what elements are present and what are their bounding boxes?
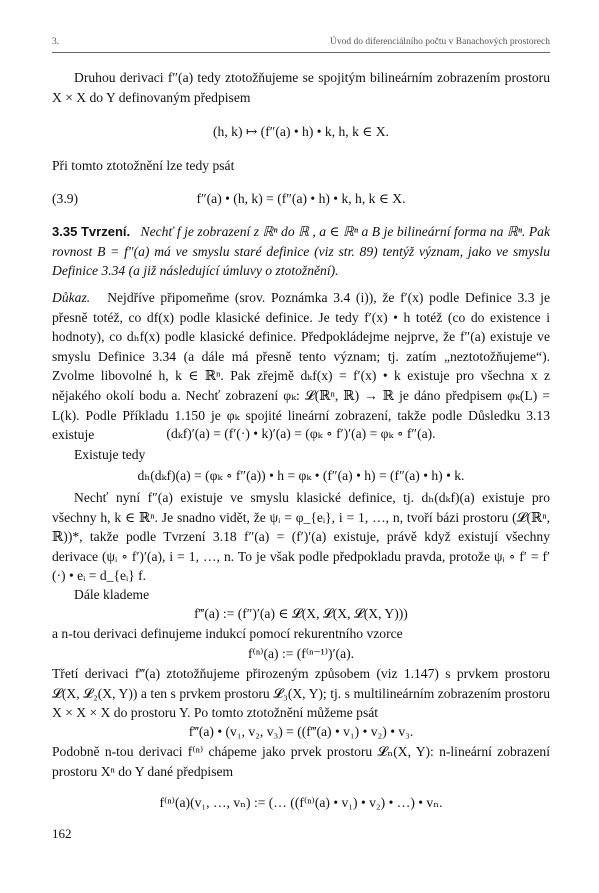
proof <box>52 288 550 445</box>
paragraph-nth-multilinear: Podobně n-tou derivaci f⁽ⁿ⁾ chápeme jako prvek prostoru 𝓛ₙ(X, Y): n-lineární zobrazení prostoru Xⁿ do Y dané předpisem <box>52 744 550 779</box>
paragraph-second-derivative: Druhou derivaci f″(a) tedy ztotožňujeme se spojitým bilineárním zobrazením prostoru X × X do Y definovaným předpisem <box>52 70 550 105</box>
running-header <box>52 34 550 53</box>
page-number: 162 <box>52 826 72 841</box>
proof-text: Nejdříve připomeňme (srov. Poznámka 3.4 (i)), že f′(x) podle Definice 3.3 je přesně totéž, co df(x) podle klasické definice. Je tedy f′(x) • h totéž (co do existence i hodnoty), co dₕf(x) podle klasické definice. Předpokládejme nejprve, že f″(a) existuje ve smyslu Definice 3.34 (a dále má přesně tento význam; tj. zatím „neztotožňujeme“). Zvolme libovolné h, k ∈ ℝⁿ. Pak zřejmě dₖf(x) = f′(x) • k existuje pro všechna x z nějakého okolí bodu a. Nechť zobrazení φₖ: 𝓛(ℝⁿ, ℝ) → ℝ je dáno předpisem φₖ(L) = L(k). Podle Příkladu 1.150 je φₖ spojité lineární zobrazení, takže podle Důsledku 3.13 existuje <box>52 290 550 443</box>
theorem-statement: Nechť f je zobrazení z ℝⁿ do ℝ , a ∈ ℝⁿ a B je bilineární forma na ℝⁿ. Pak rovnost B = f″(a) má ve smyslu staré definice (viz str. 89) tentýž význam, jako ve smyslu Definice 3.34 (a již následující úmluvy o ztotožnění). <box>52 224 550 279</box>
paragraph-exists: Existuje tedy <box>74 447 146 462</box>
display-eq-nth-linear: f⁽ⁿ⁾(a)(v₁, …, vₙ) := (… ((f⁽ⁿ⁾(a) • v₁) • v₂) • …) • vₙ. <box>159 795 443 810</box>
display-eq-bilinear: (h, k) ↦ (f″(a) • h) • k, h, k ∈ X. <box>213 124 389 139</box>
equation-number: (3.9) <box>52 191 79 206</box>
display-eq-dh-dk: dₕ(dₖf)(a) = (φₖ ∘ f″(a)) • h = φₖ • (f″(a) • h) = (f″(a) • h) • k. <box>137 468 465 483</box>
paragraph-converse: Nechť nyní f″(a) existuje ve smyslu klasické definice, tj. dₕ(dₖf)(a) existuje pro všechny h, k ∈ ℝⁿ. Je snadno vidět, že ψᵢ = φ_{eᵢ}, i = 1, …, n, tvoří bázi prostoru (𝓛(ℝⁿ, ℝ))*, takže podle Tvrzení 3.18 f″(a) = (f′)′(a) existuje, právě když existují všechny derivace (ψᵢ ∘ f′)′(a), i = 1, …, n. To je však podle předpokladu pravda, protože ψᵢ ∘ f′ = f′(·) • eᵢ = d_{eᵢ} f. <box>52 490 550 584</box>
paragraph-identification: Při tomto ztotožnění lze tedy psát <box>52 158 235 173</box>
display-eq-dk-derivative: (dₖf)′(a) = (f′(·) • k)′(a) = (φₖ ∘ f′)′(a) = φₖ ∘ f″(a). <box>166 426 436 441</box>
equation-3-9 <box>52 189 550 209</box>
header-title: Úvod do diferenciálního počtu v Banachových prostorech <box>329 37 550 47</box>
proof-heading: Důkaz. <box>52 290 91 305</box>
paragraph-define-third: Dále klademe <box>74 587 150 602</box>
display-eq-third-derivative: f‴(a) := (f″)′(a) ∈ 𝓛(X, 𝓛(X, 𝓛(X, Y))) <box>194 606 408 621</box>
theorem-heading: 3.35 Tvrzení. <box>52 224 131 239</box>
display-eq-recursive: f⁽ⁿ⁾(a) := (f⁽ⁿ⁻¹⁾)′(a). <box>247 646 355 661</box>
equation-body: f″(a) • (h, k) = (f″(a) • h) • k, h, k ∈ X. <box>196 191 406 206</box>
display-eq-trilinear: f‴(a) • (v₁, v₂, v₃) = ((f‴(a) • v₁) • v₂) • v₃. <box>188 724 414 739</box>
header-chapter: 3. <box>52 37 60 47</box>
paragraph-third-identification: Třetí derivaci f‴(a) ztotožňujeme přirozeným způsobem (viz 1.147) s prvkem prostoru 𝓛(X, 𝓛₂(X, Y)) a ten s prvkem prostoru 𝓛₃(X, Y); tj. s multilineárním zobrazením prostoru X × X × X do prostoru Y. Po tomto ztotožnění můžeme psát <box>52 666 550 721</box>
theorem-3-35 <box>52 222 550 281</box>
paragraph-nth-induction: a n-tou derivaci definujeme indukcí pomocí rekurentního vzorce <box>52 626 403 641</box>
